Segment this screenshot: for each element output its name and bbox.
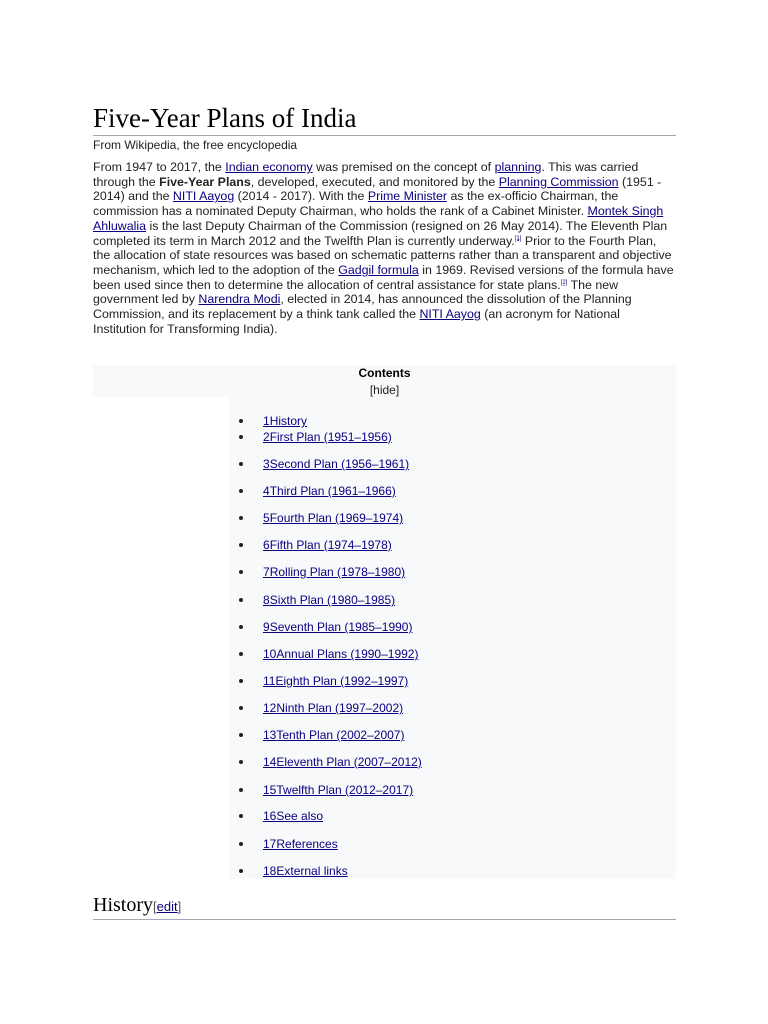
toc-item[interactable] [239, 538, 392, 553]
reference-link-1[interactable]: [1] [514, 235, 522, 242]
edit-link[interactable]: edit [156, 899, 178, 914]
intro-text: (2014 - 2017). With the [234, 189, 368, 204]
bullet-icon [239, 869, 243, 873]
toc-link[interactable]: 4Third Plan (1961–1966) [263, 484, 396, 498]
intro-text: as the ex-officio Chairman, the commission has a nominated Deputy Chairman, who holds the rank of a Cabinet Minister. [93, 189, 619, 219]
toc-link[interactable]: 9Seventh Plan (1985–1990) [263, 620, 413, 634]
toc-link[interactable]: 18External links [263, 864, 348, 878]
link-gadgil-formula[interactable]: Gadgil formula [338, 262, 419, 277]
toc-hide-toggle[interactable]: [hide] [369, 383, 400, 397]
toc-item[interactable] [239, 484, 396, 499]
link-planning-commission[interactable]: Planning Commission [498, 174, 619, 189]
bullet-icon [239, 462, 243, 466]
page-title: Five-Year Plans of India [93, 101, 676, 136]
bullet-icon [239, 625, 243, 629]
bullet-icon [239, 706, 243, 710]
toc-title: Contents [358, 366, 411, 380]
intro-text: (an acronym for National Institution for Transforming India). [93, 307, 620, 336]
toc-item[interactable] [239, 701, 403, 716]
toc-item[interactable] [239, 511, 403, 526]
intro-text: , developed, executed, and monitored by the [250, 174, 499, 189]
section-heading-history [93, 893, 676, 920]
toc-link[interactable]: 1History [263, 414, 308, 428]
link-prime-minister[interactable]: Prime Minister [367, 189, 448, 204]
toc-link[interactable]: 12Ninth Plan (1997–2002) [263, 701, 404, 715]
toc-link[interactable]: 16See also [263, 809, 324, 823]
toc-link[interactable]: 2First Plan (1951–1956) [263, 430, 392, 444]
toc-link[interactable]: 17References [263, 837, 338, 851]
link-narendra-modi[interactable]: Narendra Modi [198, 292, 281, 307]
toc-link[interactable]: 13Tenth Plan (2002–2007) [263, 728, 405, 742]
toc-item[interactable] [239, 457, 409, 472]
toc-item[interactable] [239, 728, 404, 743]
toc-item[interactable] [239, 674, 408, 689]
toc-link[interactable]: 15Twelfth Plan (2012–2017) [263, 783, 414, 797]
bullet-icon [239, 760, 243, 764]
toc-item[interactable] [239, 620, 412, 635]
bullet-icon [239, 570, 243, 574]
intro-text: . This was carried through the [93, 160, 639, 189]
edit-section: [edit] [153, 899, 182, 914]
bullet-icon [239, 489, 243, 493]
link-montek-singh-ahluwalia[interactable]: Montek Singh Ahluwalia [93, 204, 664, 233]
link-niti-aayog-2[interactable]: NITI Aayog [419, 307, 481, 322]
intro-text: in 1969. Revised versions of the formula have been used since then to determine the allocation of central assistance for state plans. [93, 262, 674, 292]
toc-link[interactable]: 7Rolling Plan (1978–1980) [263, 565, 406, 579]
bullet-icon [239, 516, 243, 520]
intro-text: The new government led by [93, 277, 619, 307]
bullet-icon [239, 814, 243, 818]
intro-text: Prior to the Fourth Plan, the allocation of state resources was based on schematic patterns rather than a transparent and objective mechanism, which led to the adoption of the [93, 233, 672, 277]
toc-link[interactable]: 6Fifth Plan (1974–1978) [263, 538, 392, 552]
toc-item[interactable] [239, 755, 422, 770]
intro-text: was premised on the concept of [312, 160, 495, 174]
bullet-icon [239, 543, 243, 547]
bullet-icon [239, 598, 243, 602]
intro-text: is the last Deputy Chairman of the Commission (resigned on 26 May 2014). The Eleventh Plan completed its term in March 2012 and the Twelfth Plan is currently underway. [93, 218, 668, 248]
toc-link[interactable]: 8Sixth Plan (1980–1985) [263, 593, 396, 607]
toc-item[interactable] [239, 593, 395, 608]
intro-paragraph [93, 160, 676, 336]
toc-link[interactable]: 5Fourth Plan (1969–1974) [263, 511, 404, 525]
bold-five-year-plans: Five-Year Plans [159, 174, 251, 189]
bullet-icon [239, 652, 243, 656]
toc-item[interactable] [239, 783, 413, 798]
intro-text: (1951 - 2014) and the [93, 174, 662, 204]
section-heading-text: History [93, 894, 153, 916]
bullet-icon [239, 419, 243, 423]
tagline: From Wikipedia, the free encyclopedia [93, 138, 298, 152]
toc-link[interactable]: 10Annual Plans (1990–1992) [263, 647, 419, 661]
link-indian-economy[interactable]: Indian economy [225, 160, 313, 174]
toc-link[interactable]: 3Second Plan (1956–1961) [263, 457, 410, 471]
table-of-contents [93, 365, 676, 879]
bullet-icon [239, 842, 243, 846]
intro-text: , elected in 2014, has announced the dissolution of the Planning Commission, and its replacement by a think tank called the [93, 292, 632, 322]
bullet-icon [239, 435, 243, 439]
toc-item[interactable] [239, 647, 418, 662]
toc-item[interactable] [239, 864, 348, 879]
toc-item[interactable] [239, 837, 338, 852]
toc-item[interactable] [239, 414, 307, 429]
intro-text: From 1947 to 2017, the [93, 160, 226, 174]
toc-item[interactable] [239, 430, 392, 445]
toc-link[interactable]: 11Eighth Plan (1992–1997) [263, 674, 409, 688]
toc-item[interactable] [239, 809, 323, 824]
bullet-icon [239, 733, 243, 737]
link-niti-aayog[interactable]: NITI Aayog [172, 189, 235, 204]
bullet-icon [239, 679, 243, 683]
bullet-icon [239, 788, 243, 792]
reference-link-2[interactable]: [2] [560, 279, 568, 286]
link-planning[interactable]: planning [494, 160, 542, 174]
toc-item[interactable] [239, 565, 405, 580]
toc-link[interactable]: 14Eleventh Plan (2007–2012) [263, 755, 422, 769]
